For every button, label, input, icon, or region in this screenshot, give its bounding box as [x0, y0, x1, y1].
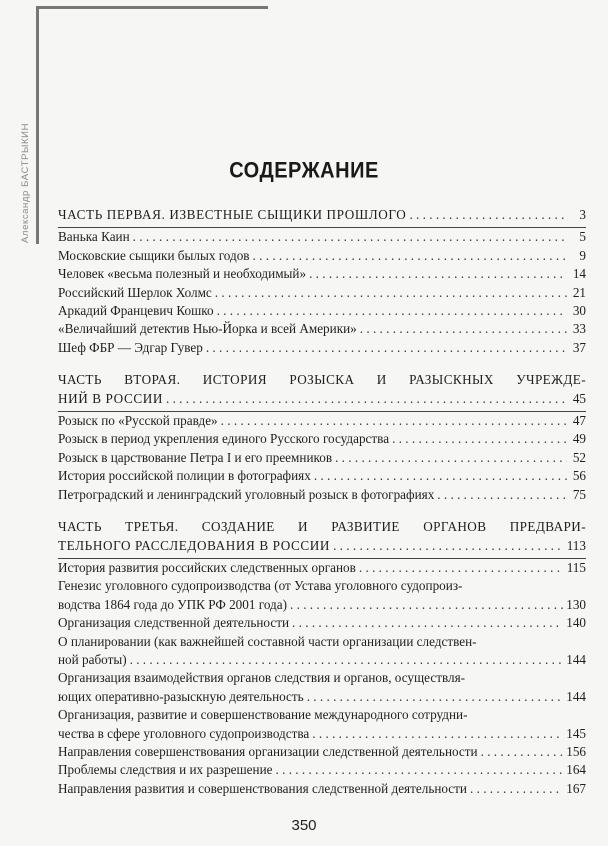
dot-leader — [133, 228, 567, 246]
toc-entry — [58, 614, 586, 632]
toc-entry — [58, 706, 586, 743]
part-3-entries — [58, 559, 586, 798]
table-of-contents — [58, 206, 586, 798]
toc-entry-label: Организация следственной деятельности — [58, 615, 290, 631]
part-3-page: 113 — [566, 537, 586, 553]
dot-leader — [314, 467, 567, 485]
part-2-title-line-1: ЧАСТЬ ВТОРАЯ. ИСТОРИЯ РОЗЫСКА И РАЗЫСКНЫХ УЧРЕЖДЕ- — [58, 372, 586, 388]
toc-entry-label: «Величайший детектив Нью-Йорка и всей Америки» — [58, 321, 357, 337]
toc-entry — [58, 265, 586, 283]
part-2-page: 45 — [572, 390, 586, 406]
dot-leader — [309, 265, 567, 283]
dot-leader — [290, 596, 563, 614]
toc-entry-page: 33 — [572, 321, 586, 337]
toc-entry — [58, 633, 586, 670]
dot-leader — [130, 651, 564, 669]
toc-entry — [58, 247, 586, 265]
part-2-heading — [58, 371, 586, 412]
toc-entry — [58, 228, 586, 246]
toc-entry-label: Петроградский и ленинградский уголовный розыск в фотографиях — [58, 486, 435, 502]
toc-entry — [58, 669, 586, 706]
part-1-entries — [58, 228, 586, 357]
toc-entry-page: 144 — [566, 651, 586, 667]
corner-frame-top — [36, 6, 268, 9]
toc-entry-label-line-2: ной работы) — [58, 651, 127, 667]
toc-entry — [58, 449, 586, 467]
toc-entry-label: Ванька Каин — [58, 229, 130, 245]
toc-entry-page: 75 — [572, 486, 586, 502]
dot-leader — [392, 430, 567, 448]
toc-entry — [58, 320, 586, 338]
toc-entry — [58, 743, 586, 761]
toc-entry-page: 115 — [566, 559, 586, 575]
toc-entry-label: Направления развития и совершенствования следственной деятельности — [58, 780, 467, 796]
toc-entry-page: 49 — [572, 431, 586, 447]
toc-entry — [58, 339, 586, 357]
toc-entry — [58, 302, 586, 320]
toc-entry-page: 164 — [566, 762, 586, 778]
dot-leader — [470, 780, 563, 798]
dot-leader — [292, 614, 563, 632]
toc-entry-page: 145 — [566, 725, 586, 741]
part-3-title-line-1: ЧАСТЬ ТРЕТЬЯ. СОЗДАНИЕ И РАЗВИТИЕ ОРГАНОВ ПРЕДВАРИ- — [58, 519, 586, 535]
dot-leader — [206, 339, 567, 357]
corner-frame-left — [36, 6, 39, 244]
toc-entry-page: 130 — [566, 596, 586, 612]
toc-entry-label: Проблемы следствия и их разрешение — [58, 762, 273, 778]
dot-leader — [409, 206, 567, 224]
toc-entry — [58, 559, 586, 577]
toc-entry-page: 47 — [572, 413, 586, 429]
toc-entry-label: Розыск в период укрепления единого Русского государства — [58, 431, 390, 447]
toc-entry-label-line-2: ющих оперативно-разыскную деятельность — [58, 688, 304, 704]
dot-leader — [215, 284, 567, 302]
toc-entry-label: Московские сыщики былых годов — [58, 247, 250, 263]
dot-leader — [360, 320, 567, 338]
toc-entry — [58, 486, 586, 504]
toc-entry-label-line-1: Генезис уголовного судопроизводства (от Устава уголовного судопроиз- — [58, 578, 463, 594]
toc-entry-label: Аркадий Францевич Кошко — [58, 303, 214, 319]
page-title: СОДЕРЖАНИЕ — [229, 158, 379, 184]
toc-entry-page: 144 — [566, 688, 586, 704]
dot-leader — [166, 390, 567, 408]
toc-entry-label: История российской полиции в фотографиях — [58, 468, 311, 484]
toc-entry-label: Российский Шерлок Холмс — [58, 284, 212, 300]
dot-leader — [335, 449, 567, 467]
toc-entry — [58, 467, 586, 485]
toc-entry — [58, 761, 586, 779]
dot-leader — [481, 743, 564, 761]
dot-leader — [437, 486, 567, 504]
toc-entry-page: 5 — [579, 229, 586, 245]
toc-entry-page: 167 — [566, 780, 586, 796]
dot-leader — [276, 761, 564, 779]
dot-leader — [312, 725, 563, 743]
dot-leader — [221, 412, 567, 430]
toc-entry-label: Розыск по «Русской правде» — [58, 413, 218, 429]
part-3-title-line-2: ТЕЛЬНОГО РАССЛЕДОВАНИЯ В РОССИИ — [58, 537, 331, 553]
part-1-heading — [58, 206, 586, 228]
dot-leader — [333, 537, 564, 555]
toc-entry — [58, 284, 586, 302]
toc-entry — [58, 577, 586, 614]
part-3-heading — [58, 518, 586, 559]
toc-entry-page: 56 — [572, 468, 586, 484]
part-1-page: 3 — [579, 207, 586, 222]
toc-entry-label: Человек «весьма полезный и необходимый» — [58, 266, 307, 282]
dot-leader — [307, 688, 564, 706]
toc-entry-page: 37 — [572, 339, 586, 355]
toc-entry — [58, 412, 586, 430]
toc-entry-label: Розыск в царствование Петра I и его преемников — [58, 449, 333, 465]
page-number: 350 — [291, 817, 317, 834]
part-2-entries — [58, 412, 586, 504]
part-2-title-line-2: НИЙ В РОССИИ — [58, 390, 163, 406]
toc-entry-label-line-1: Организация взаимодействия органов следствия и органов, осуществля- — [58, 670, 466, 686]
toc-entry-page: 9 — [579, 247, 586, 263]
toc-entry-page: 156 — [566, 743, 586, 759]
toc-entry-label-line-2: чества в сфере уголовного судопроизводства — [58, 725, 310, 741]
dot-leader — [217, 302, 567, 320]
toc-entry-label-line-2: водства 1864 года до УПК РФ 2001 года) — [58, 596, 288, 612]
toc-entry-page: 30 — [572, 303, 586, 319]
toc-entry — [58, 430, 586, 448]
toc-entry-label: Направления совершенствования организации следственной деятельности — [58, 743, 478, 759]
toc-entry-page: 14 — [572, 266, 586, 282]
toc-entry-label-line-1: О планировании (как важнейшей составной части организации следствен- — [58, 633, 477, 649]
toc-entry-label-line-1: Организация, развитие и совершенствование международного сотрудни- — [58, 707, 468, 723]
toc-entry-page: 52 — [572, 449, 586, 465]
toc-entry-label: История развития российских следственных органов — [58, 559, 356, 575]
toc-entry — [58, 780, 586, 798]
toc-entry-page: 21 — [572, 284, 586, 300]
dot-leader — [359, 559, 564, 577]
part-1-title: ЧАСТЬ ПЕРВАЯ. ИЗВЕСТНЫЕ СЫЩИКИ ПРОШЛОГО — [58, 207, 407, 222]
side-author: Александр БАСТРЫКИН — [20, 122, 31, 243]
toc-entry-label: Шеф ФБР — Эдгар Гувер — [58, 339, 203, 355]
dot-leader — [253, 247, 567, 265]
toc-entry-page: 140 — [566, 615, 586, 631]
